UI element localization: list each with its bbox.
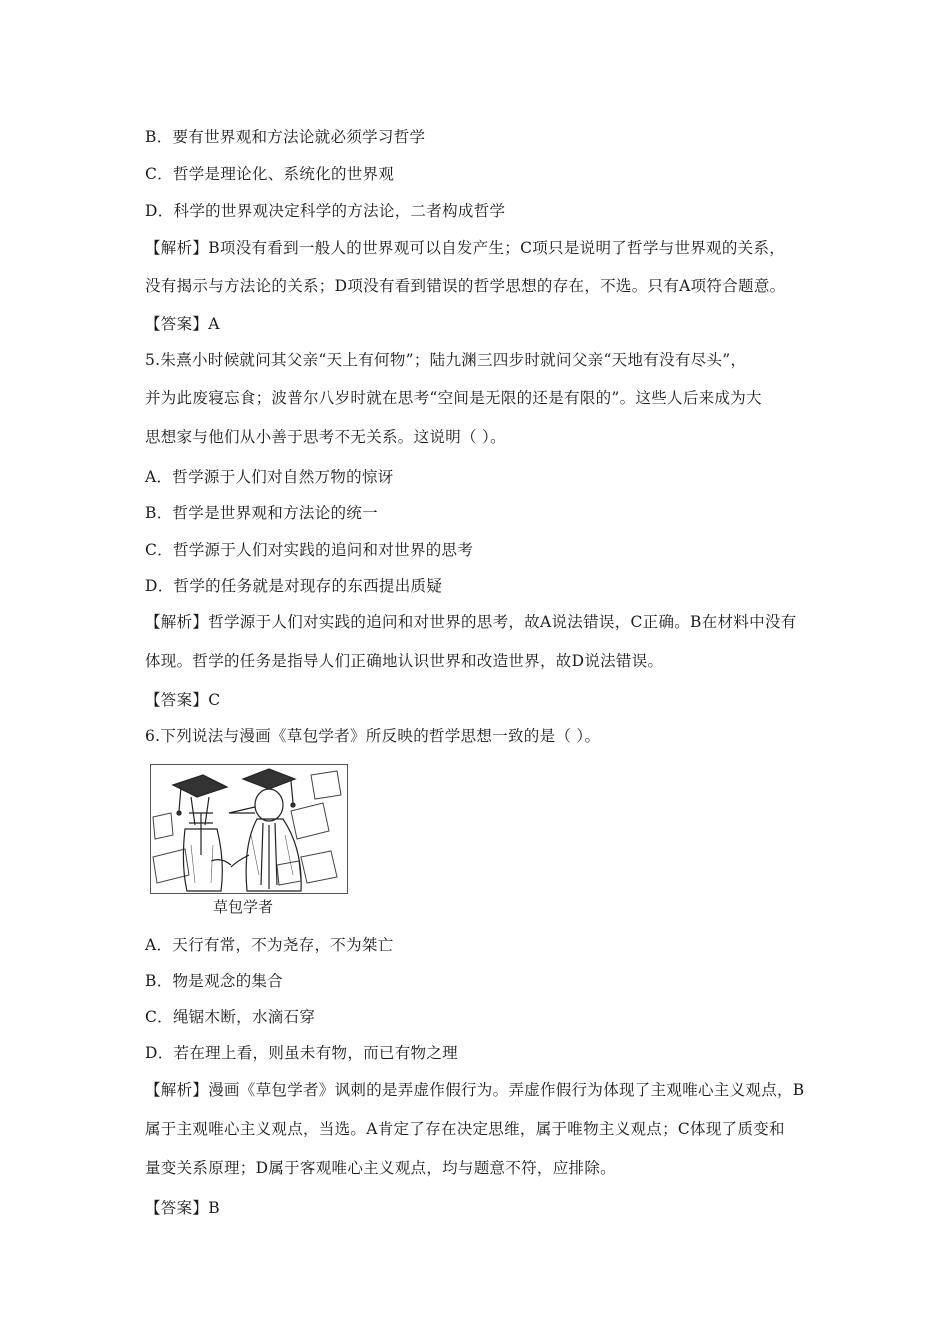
q4-analysis-line-1: 【解析】B项没有看到一般人的世界观可以自发产生；C项只是说明了哲学与世界观的关系，	[145, 239, 786, 257]
q4-option-d: D．科学的世界观决定科学的方法论，二者构成哲学	[145, 202, 506, 220]
q6-option-a: A．天行有常，不为尧存，不为桀亡	[145, 936, 394, 954]
q4-answer: 【答案】A	[145, 315, 220, 333]
q5-option-a: A．哲学源于人们对自然万物的惊讶	[145, 468, 394, 486]
q6-option-d: D．若在理上看，则虽未有物，而已有物之理	[145, 1044, 458, 1062]
q5-stem-line-1: 5.朱熹小时候就问其父亲“天上有何物”；陆九渊三四步时就问父亲“天地有没有尽头”，	[145, 351, 747, 369]
cartoon-illustration	[150, 764, 348, 894]
q6-analysis-line-3: 量变关系原理；D属于客观唯心主义观点，均与题意不符，应排除。	[145, 1159, 616, 1177]
q5-stem-line-3: 思想家与他们从小善于思考不无关系。这说明（ ）。	[145, 428, 506, 446]
cartoon-caption: 草包学者	[213, 898, 274, 916]
q4-option-c: C．哲学是理论化、系统化的世界观	[145, 165, 395, 183]
q6-analysis-line-2: 属于主观唯心主义观点，当选。A肯定了存在决定思维，属于唯物主义观点；C体现了质变和	[145, 1120, 785, 1138]
q5-option-c: C．哲学源于人们对实践的追问和对世界的思考	[145, 541, 474, 559]
q6-option-c: C．绳锯木断，水滴石穿	[145, 1008, 316, 1026]
q5-stem-line-2: 并为此废寝忘食；波普尔八岁时就在思考“空间是无限的还是有限的”。这些人后来成为大	[145, 389, 762, 407]
q4-analysis-line-2: 没有揭示与方法论的关系；D项没有看到错误的哲学思想的存在，不选。只有A项符合题意。	[145, 277, 786, 295]
q6-option-b: B．物是观念的集合	[145, 972, 284, 990]
cartoon-drawing	[151, 765, 347, 893]
q5-option-d: D．哲学的任务就是对现存的东西提出质疑	[145, 577, 443, 595]
q4-option-b: B．要有世界观和方法论就必须学习哲学	[145, 128, 426, 146]
q5-analysis-line-1: 【解析】哲学源于人们对实践的追问和对世界的思考，故A说法错误，C正确。B在材料中没有	[145, 613, 797, 631]
q6-answer: 【答案】B	[145, 1199, 220, 1217]
q5-option-b: B．哲学是世界观和方法论的统一	[145, 504, 378, 522]
q5-answer: 【答案】C	[145, 691, 221, 709]
q6-stem: 6.下列说法与漫画《草包学者》所反映的哲学思想一致的是（ ）。	[145, 727, 601, 745]
q5-analysis-line-2: 体现。哲学的任务是指导人们正确地认识世界和改造世界，故D说法错误。	[145, 652, 664, 670]
q6-analysis-line-1: 【解析】漫画《草包学者》讽刺的是弄虚作假行为。弄虚作假行为体现了主观唯心主义观点，B	[145, 1081, 805, 1099]
